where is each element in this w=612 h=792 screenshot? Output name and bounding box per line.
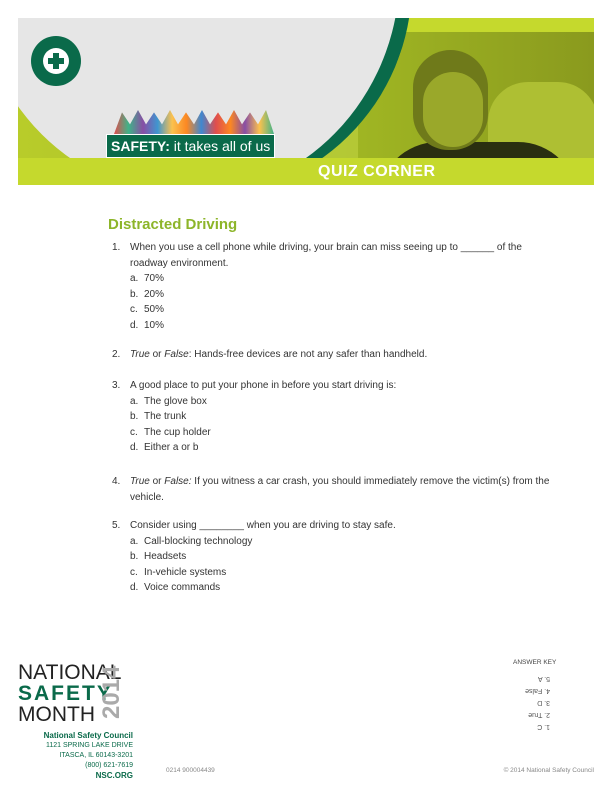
phone: (800) 621-7619 — [85, 762, 133, 769]
document-code: 0214 900004439 — [166, 767, 215, 774]
copyright: © 2014 National Safety Council — [503, 767, 594, 774]
nsm-line: MONTH — [18, 703, 95, 726]
option: c. The cup holder — [130, 426, 211, 438]
question-number: 3. — [112, 380, 121, 391]
nsm-year: 2014 — [98, 665, 125, 719]
option: c. In-vehicle systems — [130, 566, 227, 578]
header-banner — [18, 18, 594, 185]
option: d. Either a or b — [130, 442, 199, 453]
address-line: ITASCA, IL 60143-3201 — [59, 752, 133, 759]
org-name: National Safety Council — [43, 731, 133, 740]
question-number: 1. — [112, 242, 121, 253]
question-4 — [112, 474, 552, 505]
question-3 — [112, 378, 552, 456]
question-text: True or False: Hands-free devices are not any safer than handheld. — [130, 349, 428, 360]
question-2 — [112, 347, 552, 363]
question-number: 4. — [112, 476, 121, 487]
answer: 2. True — [528, 711, 550, 718]
question-text: Consider using ________ when you are driving to stay safe. — [130, 520, 396, 531]
question-number: 2. — [112, 349, 121, 360]
question-text: True or False: If you witness a car crash, you should immediately remove the victim(s) from the vehicle. — [130, 476, 550, 503]
quiz-title: Distracted Driving — [108, 216, 238, 233]
address-line: 1121 SPRING LAKE DRIVE — [45, 742, 133, 749]
org-address — [44, 731, 133, 781]
option: d. 10% — [130, 319, 165, 331]
tagline-bold: SAFETY: — [111, 138, 170, 154]
banner-bar — [18, 158, 594, 185]
section-title: QUIZ CORNER — [318, 163, 436, 180]
option: a. 70% — [130, 273, 165, 284]
option: a. Call-blocking technology — [130, 535, 253, 547]
question-text: When you use a cell phone while driving, your brain can miss seeing up to ______ of the roadway environment. — [130, 242, 522, 269]
nsm-line: NATIONAL — [18, 661, 122, 684]
answer-key-label: ANSWER KEY — [513, 659, 557, 666]
option: a. The glove box — [130, 395, 207, 407]
option: d. Voice commands — [130, 582, 221, 593]
answer: 1. C — [537, 723, 550, 730]
answer: 3. D — [537, 699, 550, 706]
question-number: 5. — [112, 520, 121, 531]
question-text: A good place to put your phone in before you start driving is: — [130, 380, 397, 391]
answer-key-list — [505, 672, 550, 732]
question-5 — [112, 518, 552, 596]
option: b. The trunk — [130, 411, 187, 422]
tagline-rest: it takes all of us — [169, 138, 271, 154]
option: b. 20% — [130, 288, 165, 300]
website-link[interactable]: NSC.ORG — [95, 771, 133, 780]
option: c. 50% — [130, 304, 165, 315]
nsm-line: SAFETY — [18, 682, 113, 705]
question-1 — [112, 240, 552, 333]
answer: 4. False — [525, 687, 550, 694]
answer: 5. A — [537, 675, 550, 682]
nsc-logo — [31, 36, 81, 86]
tagline — [106, 134, 275, 158]
option: b. Headsets — [130, 551, 187, 562]
